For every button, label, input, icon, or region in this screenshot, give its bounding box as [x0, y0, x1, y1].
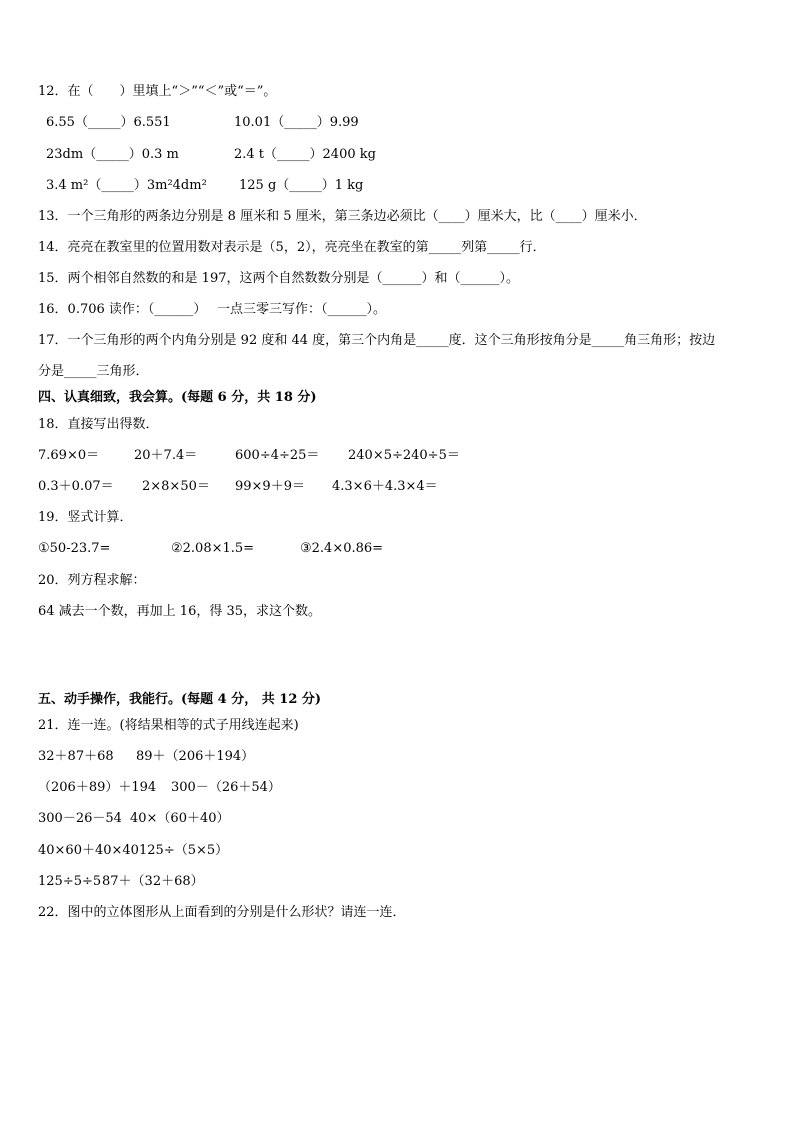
- q20-text: 64 减去一个数，再加上 16，得 35，求这个数。: [38, 604, 322, 619]
- section-4-title: 四、认真细致，我会算。(每题 6 分，共 18 分): [38, 390, 317, 405]
- q18-row1-item-2: 20＋7.4＝: [134, 448, 198, 463]
- q21-row5-left: 125÷5÷5: [38, 874, 102, 889]
- q17-line-2: 分是_____三角形．: [38, 364, 149, 379]
- q19-item-3: ③2.4×0.86=: [300, 541, 384, 556]
- q19-item-2: ②2.08×1.5=: [171, 541, 255, 556]
- q18-row2-item-4: 4.3×6＋4.3×4＝: [332, 479, 438, 494]
- q21-row1-left: 32＋87＋68: [38, 749, 114, 764]
- q12-row3-right: 125 g（_____）1 kg: [239, 178, 364, 193]
- q21-row3-left: 300－26－54: [38, 811, 122, 826]
- section-5-title: 五、动手操作，我能行。(每题 4 分， 共 12 分): [38, 692, 322, 707]
- q19-item-1: ①50-23.7=: [38, 541, 111, 556]
- q14-text: 14．亮亮在教室里的位置用数对表示是（5，2），亮亮坐在教室的第_____列第_____行．: [38, 240, 546, 255]
- q19-prompt: 19．竖式计算．: [38, 510, 133, 525]
- q12-row3-left: 3.4 m²（_____）3m²4dm²: [46, 178, 207, 193]
- q18-row1-item-1: 7.69×0＝: [38, 448, 100, 463]
- q15-text: 15．两个相邻自然数的和是 197，这两个自然数数分别是（______）和（______）。: [38, 271, 519, 286]
- q21-prompt: 21．连一连。(将结果相等的式子用线连起来): [38, 718, 299, 733]
- q18-row2-item-3: 99×9＋9＝: [235, 479, 305, 494]
- q18-row1-item-3: 600÷4÷25＝: [235, 448, 320, 463]
- q12-prompt: 12．在（ ）里填上“＞”“＜”或“＝”。: [38, 84, 277, 99]
- q17-line-1: 17．一个三角形的两个内角分别是 92 度和 44 度，第三个内角是_____度．这个三角形按角分是_____角三角形；按边: [38, 333, 716, 348]
- q18-row1-item-4: 240×5÷240÷5＝: [348, 448, 460, 463]
- q21-row2-right: 300－（26＋54）: [171, 780, 281, 795]
- q21-row4-left: 40×60＋40×40: [38, 843, 139, 858]
- q21-row3-right: 40×（60＋40）: [130, 811, 230, 826]
- q12-row2-right: 2.4 t（_____）2400 kg: [234, 147, 376, 162]
- q16-text: 16．0.706 读作：（______） 一点三零三写作：（______）。: [38, 302, 387, 317]
- q20-prompt: 20．列方程求解：: [38, 573, 146, 588]
- q18-prompt: 18．直接写出得数．: [38, 417, 159, 432]
- q21-row1-right: 89＋（206＋194）: [136, 749, 255, 764]
- q18-row2-item-1: 0.3＋0.07＝: [38, 479, 114, 494]
- q12-row1-right: 10.01（_____）9.99: [234, 115, 359, 130]
- q22-text: 22．图中的立体图形从上面看到的分别是什么形状？请连一连．: [38, 905, 406, 920]
- q21-row4-right: 125÷（5×5）: [139, 843, 229, 858]
- q12-row2-left: 23dm（_____）0.3 m: [46, 147, 179, 162]
- q21-row5-right: 87＋（32＋68）: [102, 874, 204, 889]
- q12-row1-left: 6.55（_____）6.551: [46, 115, 171, 130]
- q21-row2-left: （206＋89）＋194: [38, 780, 157, 795]
- q18-row2-item-2: 2×8×50＝: [142, 479, 210, 494]
- q13-text: 13．一个三角形的两条边分别是 8 厘米和 5 厘米，第三条边必须比（____）厘米大，比（____）厘米小．: [38, 209, 647, 224]
